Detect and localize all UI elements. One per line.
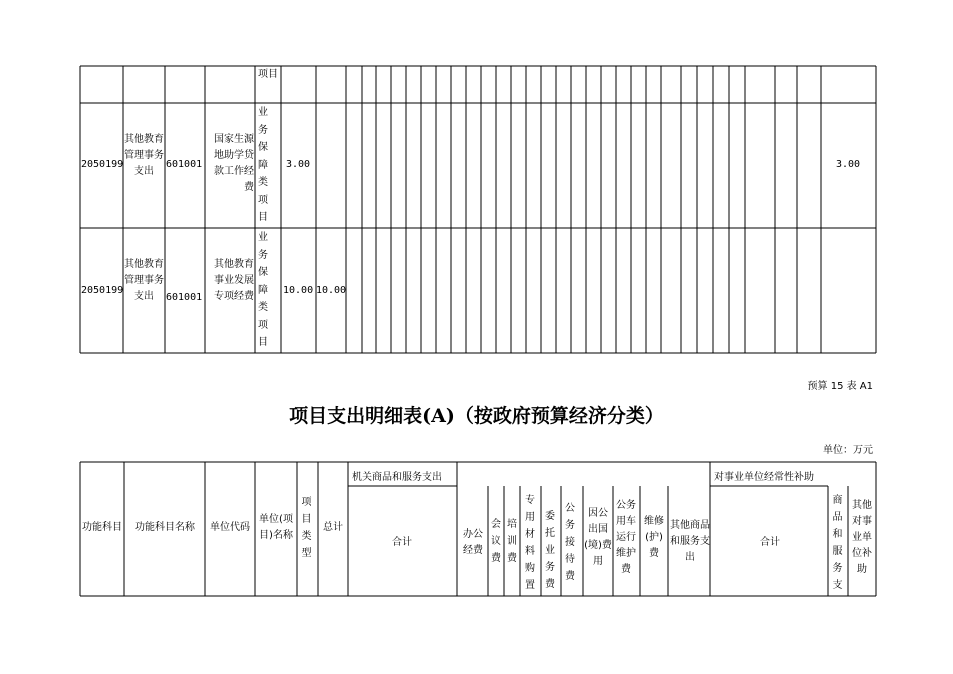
header-training: 培训费 <box>507 519 517 564</box>
header-g2-total: 合计 <box>760 537 780 548</box>
row2-subtotal: 10.00 <box>315 285 347 296</box>
unit-label: 单位：万元 <box>823 445 873 456</box>
row1-last: 3.00 <box>835 159 861 170</box>
row1-project-type: 业务保障类项目 <box>258 107 268 223</box>
header-reception: 公务接待费 <box>565 503 575 582</box>
row1-total: 3.00 <box>285 159 311 170</box>
row1-code: 2050199 <box>81 159 124 170</box>
row2-project-type: 业务保障类项目 <box>258 232 268 348</box>
header-meeting: 会议费 <box>491 519 501 564</box>
row1-func-name: 其他教育管理事务支出 <box>124 134 164 177</box>
header-entrusted: 委托业务费 <box>545 511 555 590</box>
header-g2-goods: 商品和服务支 <box>832 495 843 591</box>
row2-project-name: 其他教育事业发展专项经费 <box>214 259 254 302</box>
header-maintenance: 维修(护)费 <box>644 516 664 559</box>
row2-total: 10.00 <box>283 285 314 296</box>
header-unit-code: 单位代码 <box>210 522 250 533</box>
top-row0-type-tail: 项目 <box>258 69 278 80</box>
header-g2-other: 其他对事业单位补助 <box>852 500 872 575</box>
row2-code: 2050199 <box>81 285 124 296</box>
table-code: 预算 15 表 A1 <box>807 381 873 392</box>
row2-unit-code: 601001 <box>166 292 203 303</box>
header-project-type: 项目类型 <box>301 497 312 559</box>
header-vehicle: 公务用车运行维护费 <box>616 500 636 575</box>
row2-func-name: 其他教育管理事务支出 <box>124 259 164 302</box>
page-title: 项目支出明细表(A)（按政府预算经济分类） <box>289 405 664 427</box>
header-g1-total: 合计 <box>392 537 412 548</box>
row1-project-name: 国家生源地助学贷款工作经费 <box>214 134 254 193</box>
header-office: 办公经费 <box>463 529 483 556</box>
header-group1: 机关商品和服务支出 <box>352 472 442 483</box>
header-func-code: 功能科目 <box>82 522 122 533</box>
header-other-goods: 其他商品和服务支出 <box>670 520 710 563</box>
header-total: 总计 <box>323 522 343 533</box>
header-unit-name: 单位(项目)名称 <box>259 514 293 541</box>
row1-unit-code: 601001 <box>166 159 203 170</box>
header-special-material: 专用材料购置 <box>525 495 535 591</box>
header-func-name: 功能科目名称 <box>135 522 195 533</box>
header-group2: 对事业单位经常性补助 <box>714 472 814 483</box>
header-abroad: 因公出国(境)费用 <box>584 508 612 567</box>
